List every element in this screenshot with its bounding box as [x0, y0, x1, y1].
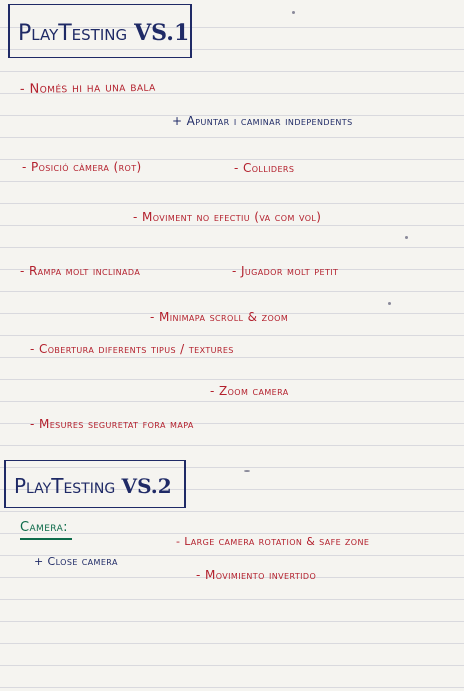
title-text: PlayTesting: [14, 474, 116, 498]
page-title-vs1: [18, 20, 189, 46]
page-title-vs2: [14, 474, 172, 498]
note-item: - Large camera rotation & safe zone: [176, 535, 370, 548]
note-item: - Minimapa scroll & zoom: [150, 310, 289, 324]
camera-subheading: Camera:: [20, 520, 68, 535]
note-item: - Només hi ha una bala: [19, 79, 156, 97]
title-text: PlayTesting: [18, 21, 128, 46]
note-item: - Movimiento invertido: [196, 568, 317, 582]
subheading-underline: [20, 538, 72, 540]
ink-dot: [388, 302, 391, 305]
note-item: - Posició càmera (rot): [22, 160, 142, 174]
version-label: VS.2: [121, 474, 172, 498]
note-item: - Colliders: [234, 161, 295, 175]
note-item: - Mesures seguretat fora mapa: [30, 417, 194, 431]
ink-dot: [292, 11, 295, 14]
note-item: + Apuntar i caminar independents: [172, 114, 353, 128]
note-item: - Zoom camera: [210, 384, 289, 398]
version-label: VS.1: [134, 20, 190, 46]
ink-dot: [405, 236, 408, 239]
note-item: - Jugador molt petit: [232, 264, 339, 278]
note-item: + Close camera: [34, 555, 118, 568]
note-item: - Rampa molt inclinada: [20, 264, 141, 278]
note-item: - Cobertura diferents tipus / textures: [30, 342, 234, 356]
ink-dot: [244, 470, 250, 472]
note-item: - Moviment no efectiu (va com vol): [133, 210, 322, 224]
